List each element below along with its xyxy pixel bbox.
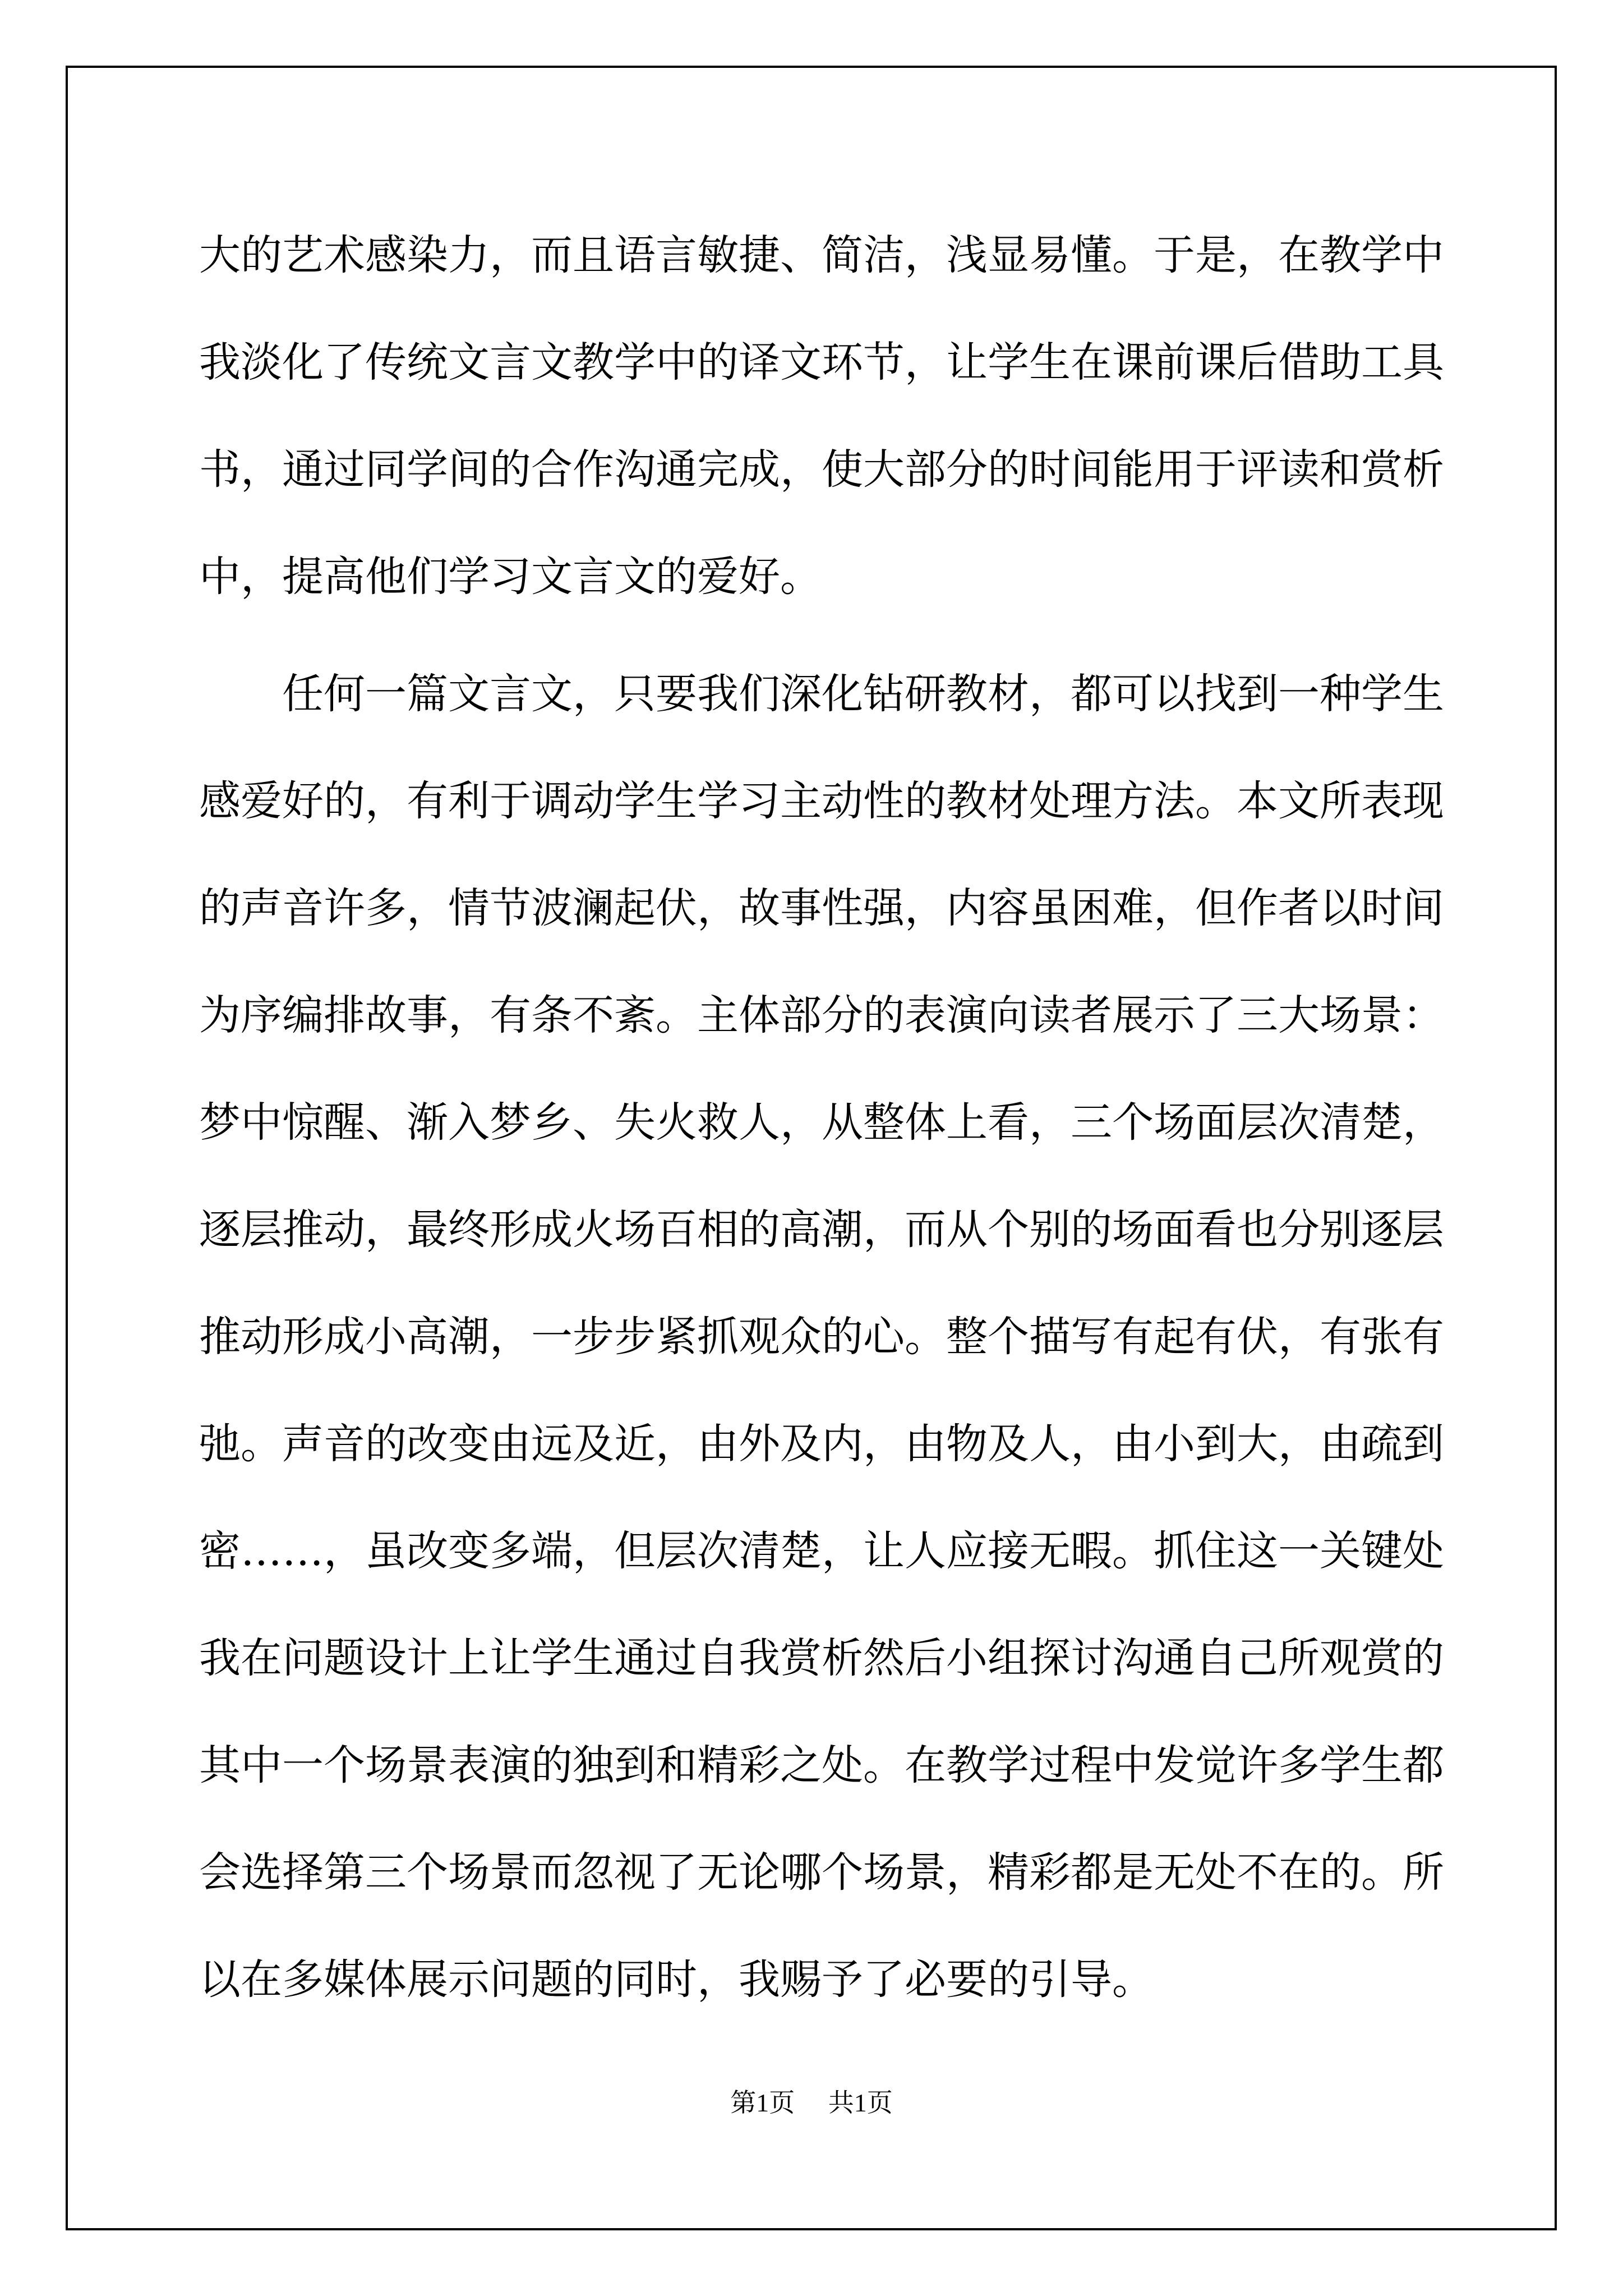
paragraph-1 (199, 202, 1444, 631)
text-line: 大的艺术感染力，而且语言敏捷、简洁，浅显易懂。于是，在教学中 (199, 231, 1444, 279)
text-line: 弛。声音的改变由远及近，由外及内，由物及人，由小到大，由疏到 (199, 1420, 1444, 1468)
text-line: 其中一个场景表演的独到和精彩之处。在教学过程中发觉许多学生都 (199, 1741, 1444, 1789)
document-body (199, 202, 1444, 2033)
text-line: 感爱好的，有利于调动学生学习主动性的教材处理方法。本文所表现 (199, 777, 1444, 825)
text-line: 中，提高他们学习文言文的爱好。 (199, 553, 822, 601)
page-footer (0, 2082, 1623, 2119)
text-line: 我在问题设计上让学生通过自我赏析然后小组探讨沟通自己所观赏的 (199, 1634, 1444, 1682)
text-line: 书，通过同学间的合作沟通完成，使大部分的时间能用于评读和赏析 (199, 445, 1444, 494)
page-total: 共1页 (828, 2088, 893, 2117)
text-line: 密……，虽改变多端，但层次清楚，让人应接无暇。抓住这一关键处 (199, 1527, 1444, 1575)
page-number: 第1页 (730, 2088, 795, 2117)
paragraph-spacing (199, 631, 1427, 641)
text-line: 的声音许多，情节波澜起伏，故事性强，内容虽困难，但作者以时间 (199, 884, 1444, 932)
text-line: 梦中惊醒、渐入梦乡、失火救人，从整体上看，三个场面层次清楚， (199, 1098, 1444, 1147)
text-line: 为序编排故事，有条不紊。主体部分的表演向读者展示了三大场景： (199, 991, 1444, 1039)
text-line: 我淡化了传统文言文教学中的译文环节，让学生在课前课后借助工具 (199, 338, 1444, 386)
paragraph-2 (199, 641, 1444, 2033)
text-line: 会选择第三个场景而忽视了无论哪个场景，精彩都是无处不在的。所 (199, 1848, 1444, 1897)
text-line: 推动形成小高潮，一步步紧抓观众的心。整个描写有起有伏，有张有 (199, 1313, 1444, 1361)
text-line: 以在多媒体展示问题的同时，我赐予了必要的引导。 (199, 1955, 1154, 2004)
text-line: 逐层推动，最终形成火场百相的高潮，而从个别的场面看也分别逐层 (199, 1205, 1444, 1254)
text-line: 任何一篇文言文，只要我们深化钻研教材，都可以找到一种学生 (199, 670, 1444, 718)
